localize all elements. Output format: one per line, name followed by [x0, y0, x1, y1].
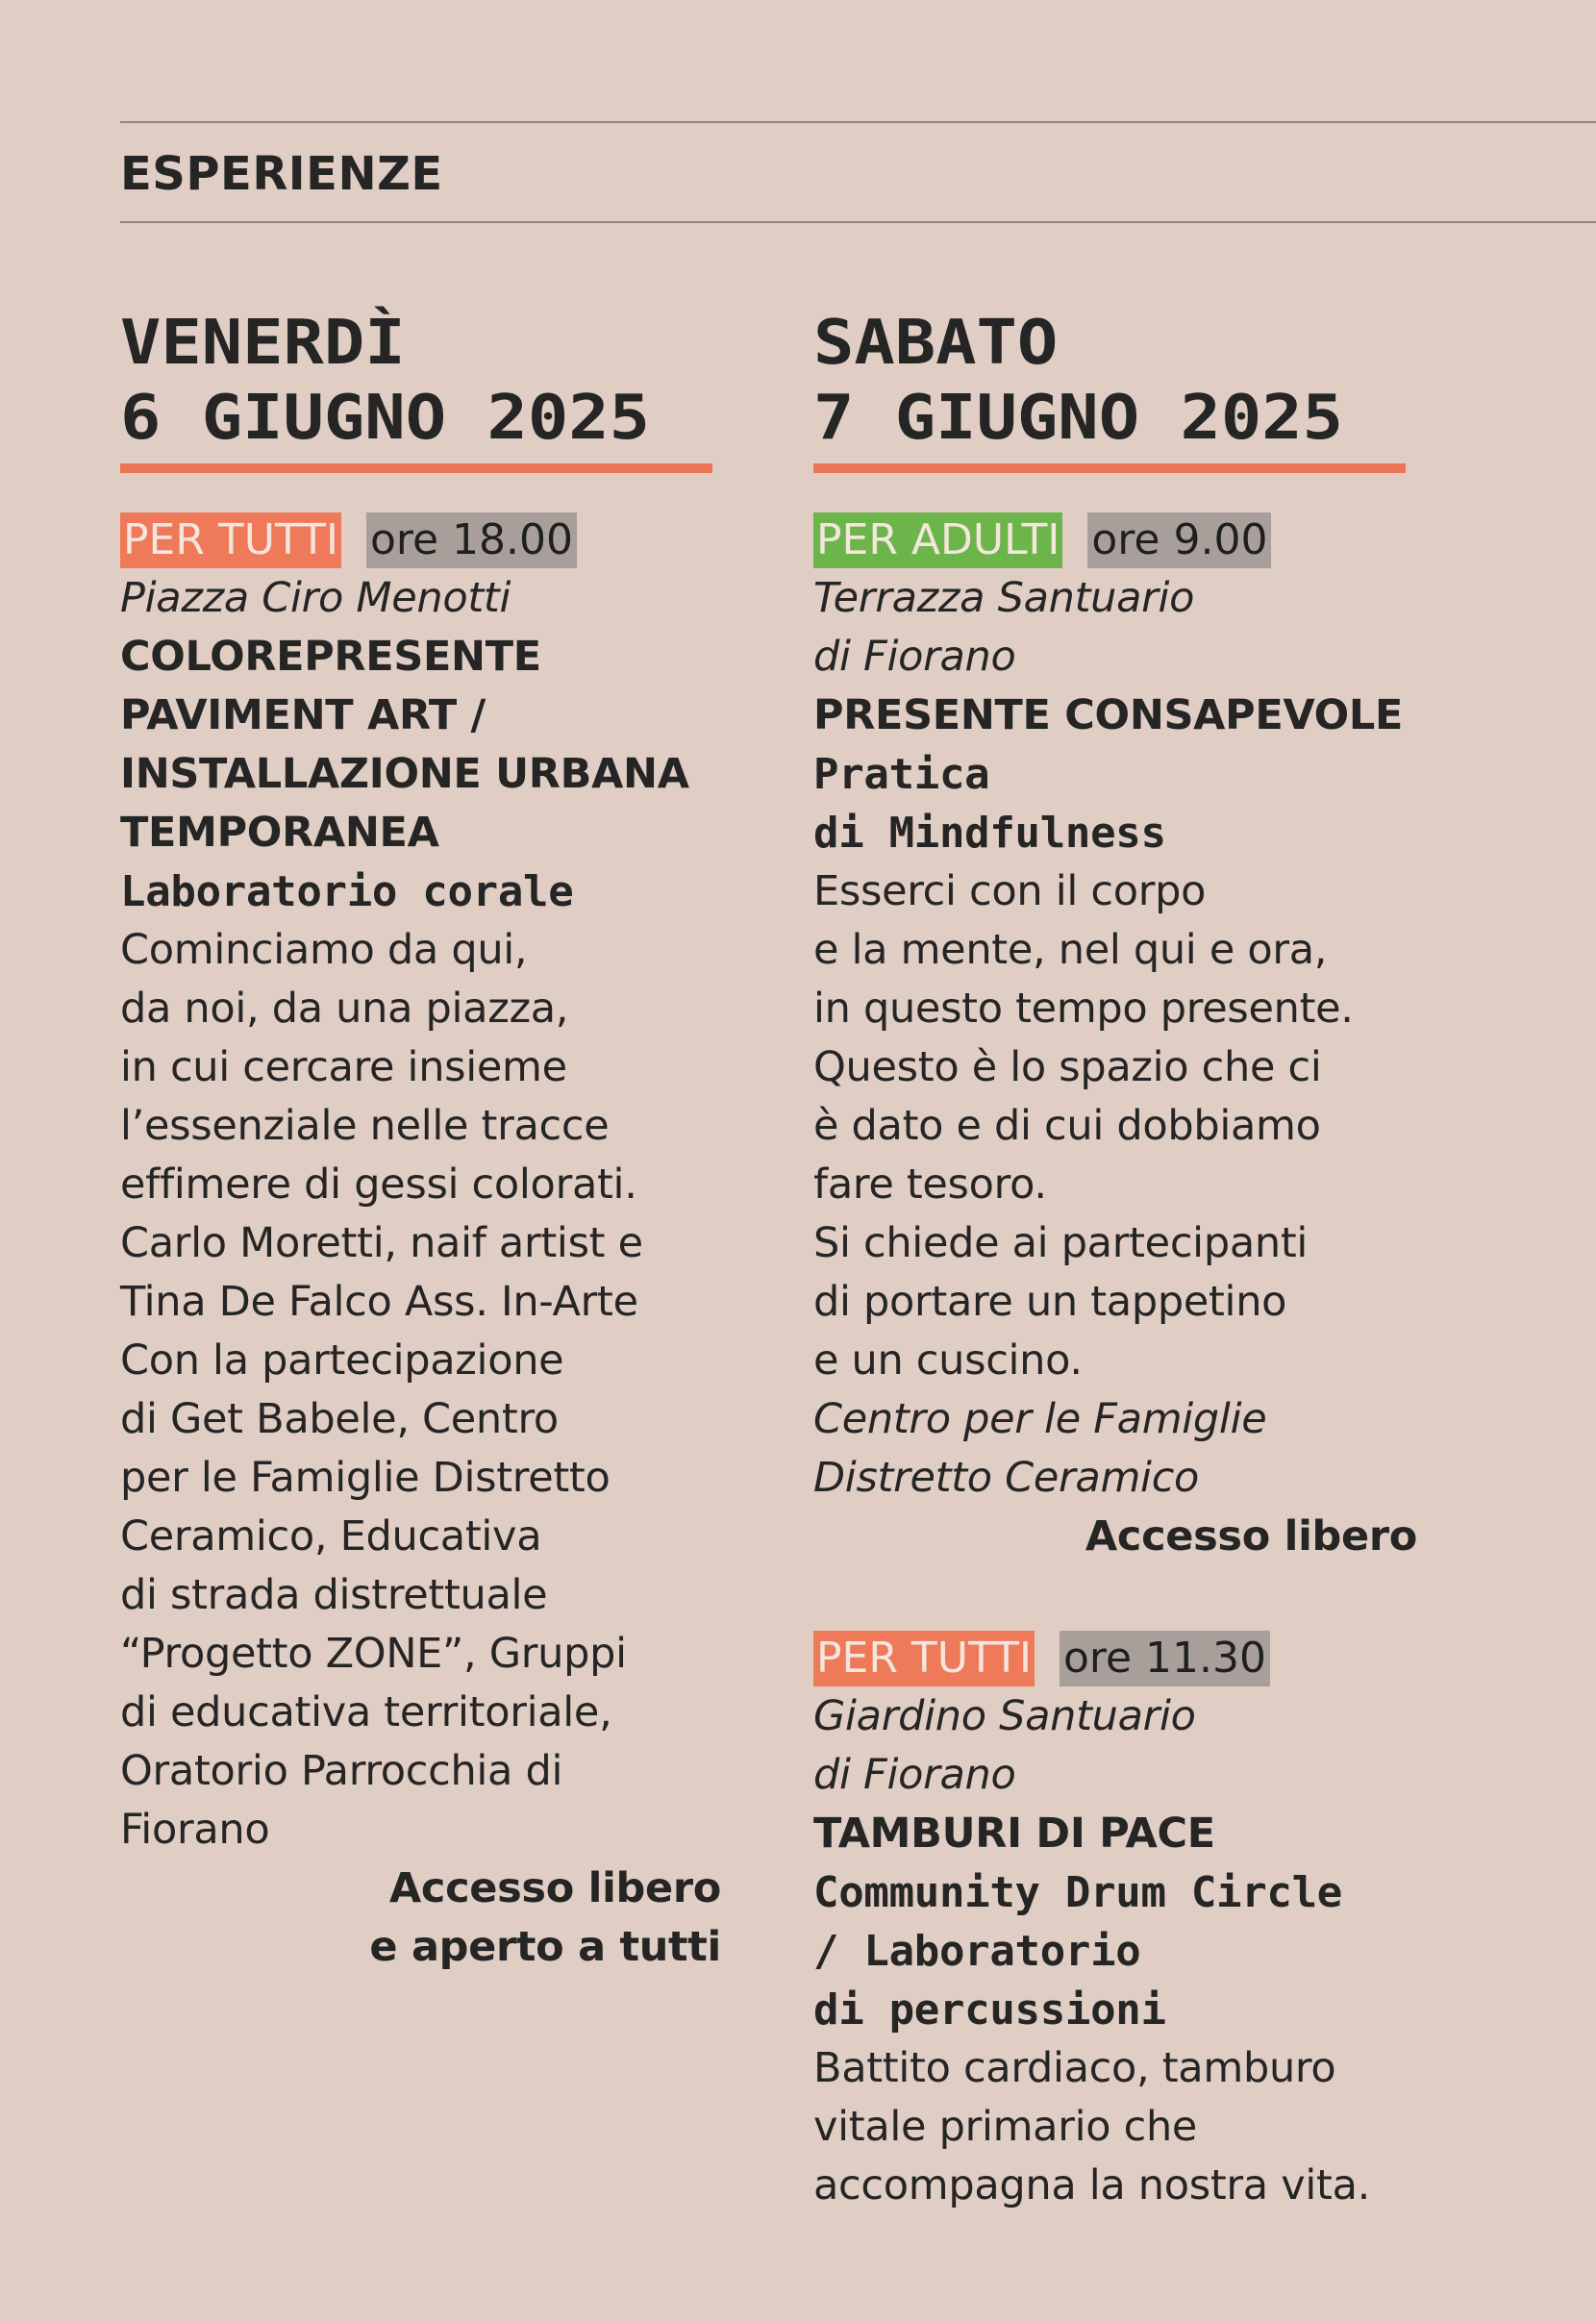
event-subtitle: di Mindfulness [813, 809, 1166, 858]
friday-day: VENERDÌ [120, 308, 406, 379]
description-line: per le Famiglie Distretto [120, 1454, 611, 1502]
event-organizer: Distretto Ceramico [813, 1454, 1200, 1502]
description-line: l’essenziale nelle tracce [120, 1102, 610, 1150]
description-line: è dato e di cui dobbiamo [813, 1102, 1321, 1150]
event-place: Giardino Santuario [813, 1692, 1196, 1740]
section-label: ESPERIENZE [120, 147, 443, 201]
event-organizer: Centro per le Famiglie [813, 1395, 1267, 1443]
event-presente-consapevole [813, 512, 1429, 1566]
description-line: Battito cardiaco, tamburo [813, 2044, 1336, 2092]
event-colorepresente [120, 512, 740, 1977]
description-line: vitale primario che [813, 2103, 1198, 2151]
description-line: di portare un tappetino [813, 1278, 1287, 1326]
description-line: Fiorano [120, 1806, 270, 1854]
description-line: effimere di gessi colorati. [120, 1161, 637, 1209]
saturday-column [813, 306, 1429, 2215]
description-line: in cui cercare insieme [120, 1043, 567, 1091]
event-subtitle: Laboratorio corale [120, 867, 574, 916]
description-line: Ceramico, Educativa [120, 1512, 542, 1560]
event-title-line: TEMPORANEA [120, 809, 439, 857]
event-title-line: PAVIMENT ART / [120, 691, 486, 739]
description-line: di strada distrettuale [120, 1571, 548, 1619]
description-line: Oratorio Parrocchia di [120, 1747, 563, 1795]
access-note: Accesso libero [388, 1864, 721, 1912]
time-badge: ore 18.00 [366, 512, 577, 568]
event-tags [813, 1630, 1429, 1687]
description-line: Carlo Moretti, naif artist e [120, 1219, 643, 1267]
time-badge: ore 11.30 [1060, 1631, 1270, 1686]
description-line: Tina De Falco Ass. In-Arte [120, 1278, 638, 1326]
description-line: Cominciamo da qui, [120, 926, 528, 974]
description-line: Esserci con il corpo [813, 867, 1207, 915]
description-line: Con la partecipazione [120, 1336, 564, 1385]
time-badge: ore 9.00 [1087, 512, 1271, 568]
saturday-date: 7 GIUGNO 2025 [813, 383, 1343, 454]
header-divider [120, 221, 1596, 223]
access-note: Accesso libero [1085, 1512, 1417, 1560]
description-line: di educativa territoriale, [120, 1688, 612, 1736]
event-tags [813, 512, 1429, 569]
event-place: Terrazza Santuario [813, 574, 1195, 622]
event-title-line: PRESENTE CONSAPEVOLE [813, 691, 1404, 739]
saturday-date-heading [813, 306, 1406, 473]
audience-badge: PER ADULTI [813, 512, 1062, 568]
event-subtitle: di percussioni [813, 1985, 1166, 2035]
description-line: e un cuscino. [813, 1336, 1083, 1385]
description-line: fare tesoro. [813, 1161, 1047, 1209]
description-line: da noi, da una piazza, [120, 985, 569, 1033]
description-line: “Progetto ZONE”, Gruppi [120, 1630, 627, 1678]
event-subtitle: / Laboratorio [813, 1927, 1141, 1976]
event-tags [120, 512, 740, 569]
friday-date-heading [120, 306, 712, 473]
description-line: e la mente, nel qui e ora, [813, 926, 1328, 974]
event-place: Piazza Ciro Menotti [120, 574, 511, 622]
event-subtitle: Pratica [813, 750, 990, 799]
description-line: di Get Babele, Centro [120, 1395, 559, 1443]
description-line: Si chiede ai partecipanti [813, 1219, 1309, 1267]
friday-column [120, 306, 740, 1977]
top-divider [120, 121, 1596, 123]
event-tamburi-di-pace [813, 1630, 1429, 2215]
description-line: accompagna la nostra vita. [813, 2161, 1370, 2210]
event-title-line: TAMBURI DI PACE [813, 1810, 1215, 1858]
event-place: di Fiorano [813, 1751, 1016, 1799]
audience-badge: PER TUTTI [120, 512, 341, 568]
event-subtitle: Community Drum Circle [813, 1868, 1342, 1917]
audience-badge: PER TUTTI [813, 1631, 1035, 1686]
saturday-day: SABATO [813, 308, 1059, 379]
event-place: di Fiorano [813, 633, 1016, 681]
event-title-line: COLOREPRESENTE [120, 633, 541, 681]
friday-date: 6 GIUGNO 2025 [120, 383, 650, 454]
access-note: e aperto a tutti [369, 1923, 721, 1971]
description-line: Questo è lo spazio che ci [813, 1043, 1322, 1091]
description-line: in questo tempo presente. [813, 985, 1354, 1033]
event-title-line: INSTALLAZIONE URBANA [120, 750, 689, 798]
